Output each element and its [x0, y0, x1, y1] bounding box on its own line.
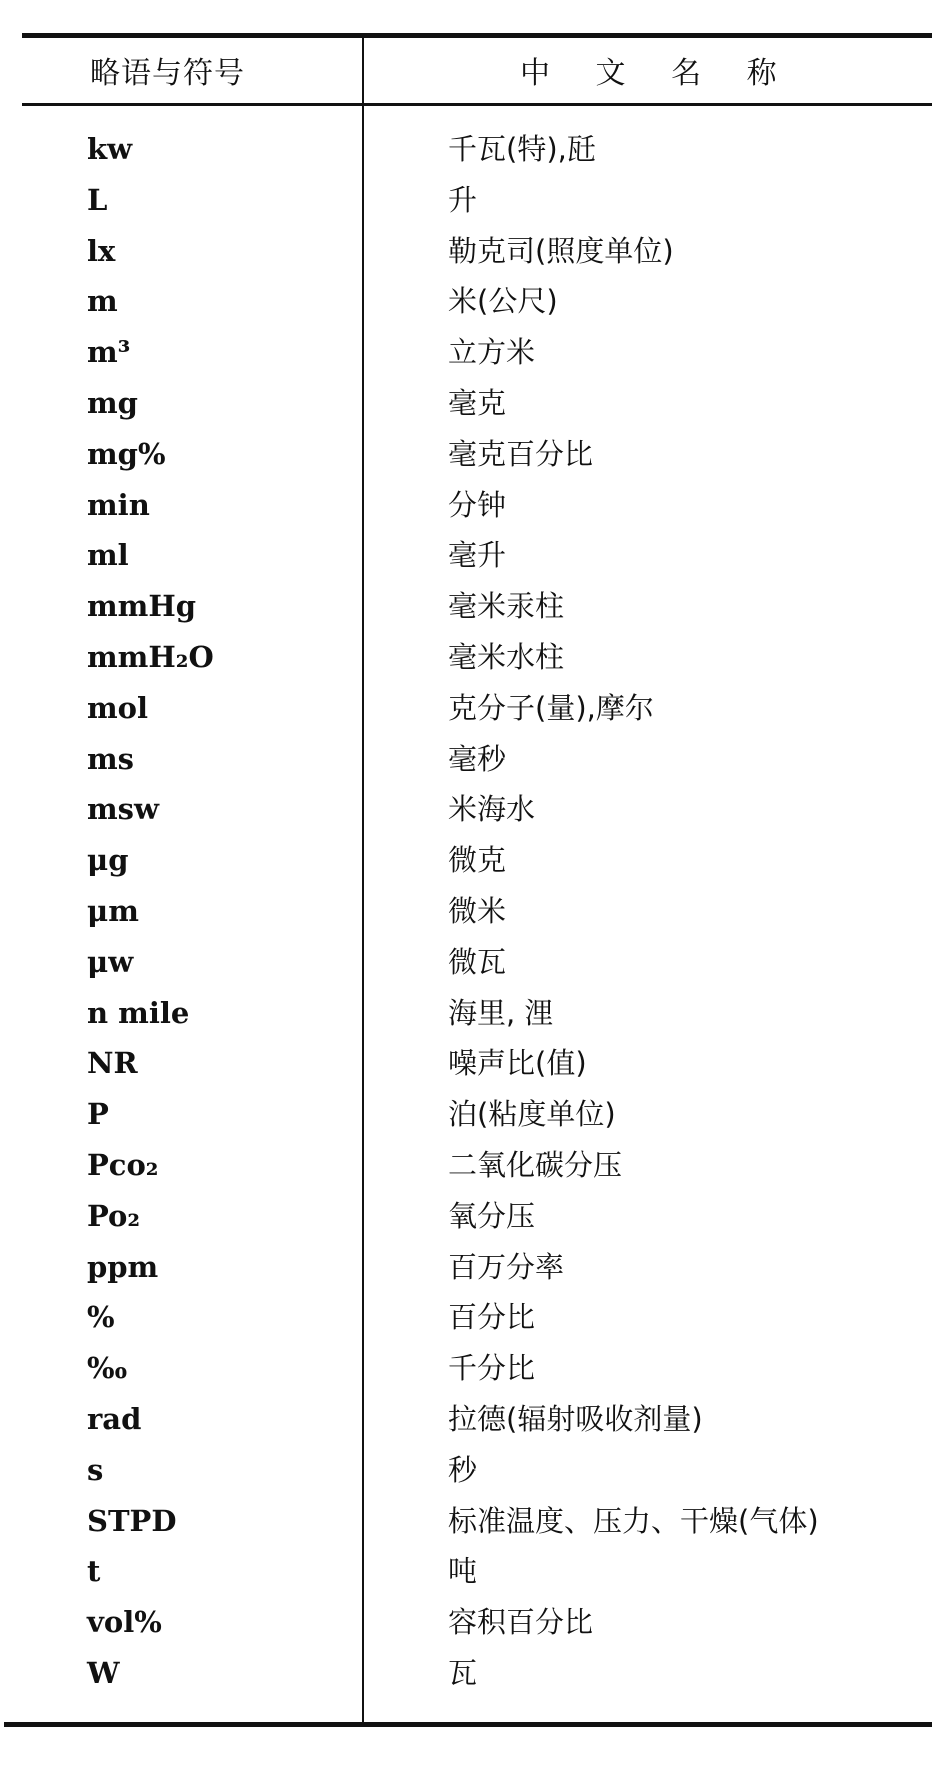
chinese-name-cell: 二氧化碳分压	[448, 1147, 623, 1182]
table-row	[0, 988, 945, 1039]
chinese-name-cell: 海里, 浬	[448, 995, 554, 1030]
chinese-name-cell: 毫升	[448, 538, 507, 573]
table-row	[0, 1292, 945, 1343]
table-top-rule	[22, 33, 932, 38]
column-header-chinese-name: 中 文 名 称	[520, 56, 795, 91]
table-row	[0, 1496, 945, 1547]
chinese-name-cell: 千瓦(特),瓩	[448, 132, 596, 166]
abbreviation-cell: ms	[87, 741, 135, 776]
table-row	[0, 1191, 945, 1242]
table-row	[0, 1038, 945, 1089]
chinese-name-cell: 微瓦	[448, 944, 507, 979]
table-row	[0, 937, 945, 988]
table-row	[0, 226, 945, 277]
table-row	[0, 124, 945, 175]
table-row	[0, 835, 945, 886]
chinese-name-cell: 毫克百分比	[448, 436, 594, 471]
table-row	[0, 1445, 945, 1496]
chinese-name-cell: 升	[448, 182, 478, 217]
column-header-abbreviation: 略语与符号	[90, 56, 245, 91]
table-bottom-rule	[4, 1722, 932, 1727]
table-row	[0, 1242, 945, 1293]
chinese-name-cell: 微克	[448, 843, 507, 878]
chinese-name-cell: 秒	[448, 1452, 478, 1487]
table-row	[0, 632, 945, 683]
abbreviation-cell: m³	[87, 335, 131, 370]
table-row	[0, 1546, 945, 1597]
table-row	[0, 378, 945, 429]
abbreviation-cell: ppm	[87, 1249, 159, 1284]
chinese-name-cell: 毫克	[448, 385, 507, 420]
chinese-name-cell: 勒克司(照度单位)	[448, 233, 674, 268]
abbreviation-cell: NR	[87, 1046, 138, 1081]
table-row	[0, 1343, 945, 1394]
table-row	[0, 480, 945, 531]
abbreviation-cell: P	[87, 1097, 109, 1132]
chinese-name-cell: 毫米汞柱	[448, 589, 565, 624]
abbreviation-cell: μw	[87, 944, 134, 979]
abbreviation-cell: μg	[87, 843, 129, 878]
table-row	[0, 327, 945, 378]
abbreviation-cell: msw	[87, 792, 159, 827]
abbreviation-cell: mmHg	[87, 589, 197, 624]
table-row	[0, 530, 945, 581]
chinese-name-cell: 瓦	[448, 1655, 478, 1690]
table-row	[0, 276, 945, 327]
table-row	[0, 886, 945, 937]
chinese-name-cell: 氧分压	[448, 1198, 536, 1233]
table-row	[0, 1648, 945, 1699]
abbreviation-cell: ‰	[87, 1351, 128, 1386]
abbreviation-cell: μm	[87, 893, 139, 928]
chinese-name-cell: 毫秒	[448, 741, 507, 776]
abbreviation-cell: min	[87, 487, 150, 522]
abbreviation-cell: Po₂	[87, 1198, 141, 1233]
chinese-name-cell: 百分比	[448, 1300, 536, 1335]
abbreviation-cell: mg%	[87, 436, 166, 471]
chinese-name-cell: 立方米	[448, 335, 536, 370]
abbreviation-cell: n mile	[87, 995, 190, 1030]
chinese-name-cell: 百万分率	[448, 1249, 565, 1284]
abbreviation-cell: rad	[87, 1401, 142, 1436]
header-separator-rule	[22, 103, 932, 106]
table-row	[0, 734, 945, 785]
abbreviation-cell: W	[87, 1655, 120, 1690]
abbreviation-cell: %	[87, 1300, 115, 1335]
table-body	[0, 124, 945, 1699]
abbreviation-cell: s	[87, 1452, 104, 1487]
abbreviation-cell: kw	[87, 132, 133, 166]
chinese-name-cell: 米海水	[448, 792, 536, 827]
abbreviation-cell: Pco₂	[87, 1147, 159, 1182]
chinese-name-cell: 泊(粘度单位)	[448, 1097, 616, 1132]
table-row	[0, 1597, 945, 1648]
chinese-name-cell: 拉德(辐射吸收剂量)	[448, 1401, 703, 1436]
abbreviation-cell: t	[87, 1554, 101, 1589]
table-row	[0, 429, 945, 480]
chinese-name-cell: 克分子(量),摩尔	[448, 690, 654, 725]
table-row	[0, 175, 945, 226]
abbreviation-cell: vol%	[87, 1605, 162, 1640]
abbreviation-cell: ml	[87, 538, 129, 573]
abbreviation-cell: m	[87, 284, 118, 319]
chinese-name-cell: 米(公尺)	[448, 284, 558, 319]
chinese-name-cell: 容积百分比	[448, 1605, 594, 1640]
abbreviation-cell: mg	[87, 385, 138, 420]
chinese-name-cell: 噪声比(值)	[448, 1046, 587, 1081]
chinese-name-cell: 微米	[448, 893, 507, 928]
table-row	[0, 683, 945, 734]
abbreviation-cell: mmH₂O	[87, 639, 214, 674]
chinese-name-cell: 毫米水柱	[448, 639, 565, 674]
table-row	[0, 1394, 945, 1445]
table-row	[0, 1140, 945, 1191]
chinese-name-cell: 吨	[448, 1554, 478, 1589]
chinese-name-cell: 千分比	[448, 1351, 536, 1386]
abbreviation-cell: STPD	[87, 1503, 177, 1538]
table-row	[0, 581, 945, 632]
chinese-name-cell: 分钟	[448, 487, 507, 522]
table-row	[0, 1089, 945, 1140]
abbreviation-cell: lx	[87, 233, 116, 268]
table-row	[0, 784, 945, 835]
chinese-name-cell: 标准温度、压力、干燥(气体)	[448, 1503, 819, 1538]
abbreviation-cell: mol	[87, 690, 149, 725]
abbreviation-cell: L	[87, 182, 108, 217]
